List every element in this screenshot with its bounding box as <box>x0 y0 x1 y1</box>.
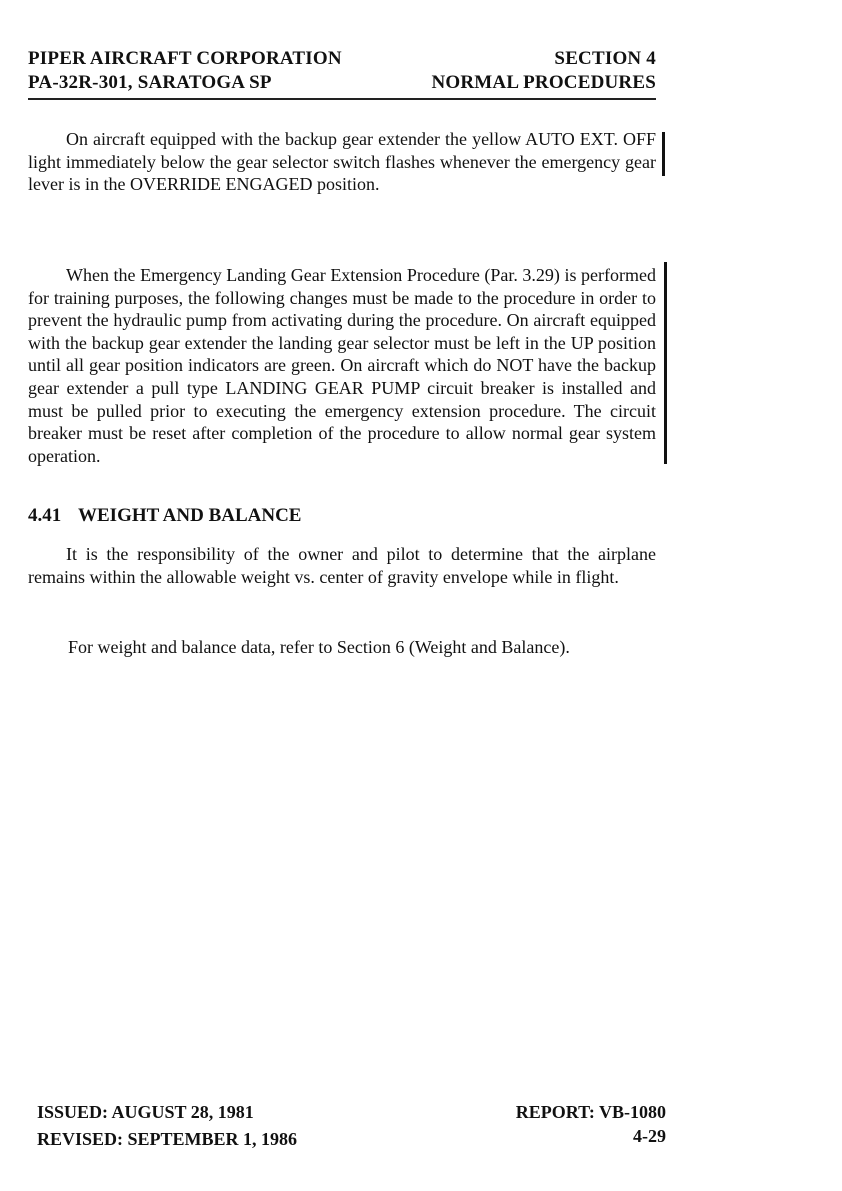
paragraph-weight-balance: It is the responsibility of the owner and pilot to determine that the airplane remains within the allowable weight vs. center of gravity envelope while in flight. <box>28 544 656 587</box>
section-title: WEIGHT AND BALANCE <box>78 505 302 526</box>
header-section: SECTION 4 <box>554 48 656 69</box>
footer-issued: ISSUED: AUGUST 28, 1981 <box>37 1102 254 1122</box>
header-section-title: NORMAL PROCEDURES <box>431 72 656 93</box>
header-rule <box>28 98 656 100</box>
revision-change-bar <box>664 262 667 464</box>
header-model: PA-32R-301, SARATOGA SP <box>28 72 272 93</box>
header-company: PIPER AIRCRAFT CORPORATION <box>28 48 342 69</box>
paragraph-training-procedure: When the Emergency Landing Gear Extension Procedure (Par. 3.29) is performed for training purposes, the following changes must be made to the procedure in order to prevent the hydraulic pump from activating during the procedure. On aircraft equipped with the backup gear extender the landing gear selector must be left in the UP position until all gear position indicators are green. On aircraft which do NOT have the backup gear extender a pull type LANDING GEAR PUMP circuit breaker is installed and must be pulled prior to executing the emergency extension procedure. The circuit breaker must be reset after completion of the procedure to allow normal gear system operation. <box>28 265 656 466</box>
section-number: 4.41 <box>28 505 62 526</box>
revision-change-bar <box>662 132 665 176</box>
paragraph-backup-extender: On aircraft equipped with the backup gear extender the yellow AUTO EXT. OFF light immediately below the gear selector switch flashes whenever the emergency gear lever is in the OVERRIDE ENGAGED position. <box>28 129 656 195</box>
section-heading <box>28 505 301 527</box>
footer-page-number: 4-29 <box>633 1126 666 1146</box>
footer-revised: REVISED: SEPTEMBER 1, 1986 <box>37 1129 298 1149</box>
paragraph-weight-balance-reference: For weight and balance data, refer to Section 6 (Weight and Balance). <box>68 637 570 657</box>
footer-report: REPORT: VB-1080 <box>515 1102 666 1122</box>
